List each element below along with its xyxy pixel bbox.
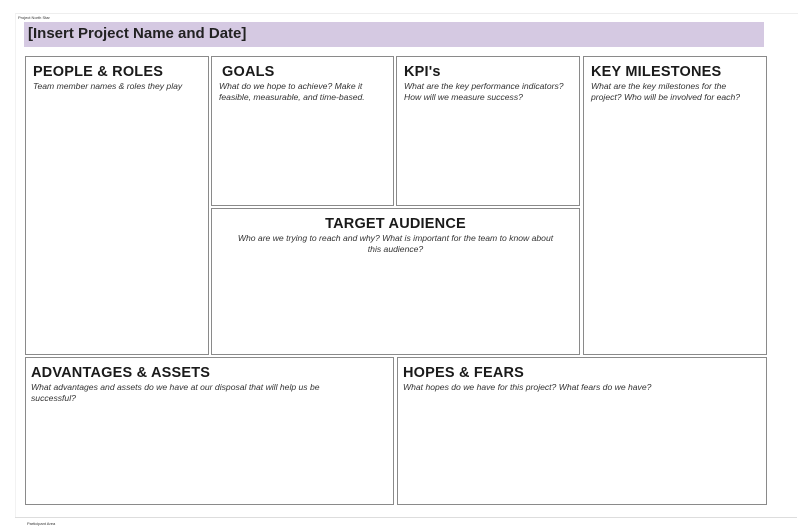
section-prompt: What do we hope to achieve? Make it feasible, measurable, and time-based. — [219, 81, 365, 102]
section-title: HOPES & FEARS — [403, 365, 525, 381]
section-title: KEY MILESTONES — [591, 64, 722, 80]
people-roles-section[interactable] — [25, 56, 209, 355]
section-title: KPI's — [404, 64, 441, 80]
section-prompt: What hopes do we have for this project? What fears do we have? — [403, 382, 652, 392]
section-prompt: What advantages and assets do we have at our disposal that will help us be successful? — [31, 382, 320, 403]
section-title: ADVANTAGES & ASSETS — [31, 365, 211, 381]
section-prompt: What are the key milestones for the project? Who will be involved for each? — [591, 81, 741, 102]
key-milestones-section[interactable] — [583, 56, 767, 355]
section-prompt: Who are we trying to reach and why? What is important for the team to know about this audience? — [237, 233, 554, 254]
participant-area-label: Participant Area — [27, 521, 56, 526]
section-title: TARGET AUDIENCE — [325, 216, 466, 232]
goals-section[interactable] — [211, 56, 394, 206]
frame-label: Project North Star — [18, 15, 50, 20]
advantages-assets-section[interactable] — [25, 357, 394, 505]
project-title[interactable]: [Insert Project Name and Date] — [28, 25, 247, 42]
divider — [15, 517, 797, 518]
section-title: PEOPLE & ROLES — [33, 64, 164, 80]
target-audience-section[interactable] — [211, 208, 580, 355]
section-title: GOALS — [222, 64, 275, 80]
hopes-fears-section[interactable] — [397, 357, 767, 505]
section-prompt: What are the key performance indicators? How will we measure success? — [404, 81, 564, 102]
kpis-section[interactable] — [396, 56, 580, 206]
project-title-bar[interactable] — [24, 22, 764, 47]
section-prompt: Team member names & roles they play — [33, 81, 183, 91]
